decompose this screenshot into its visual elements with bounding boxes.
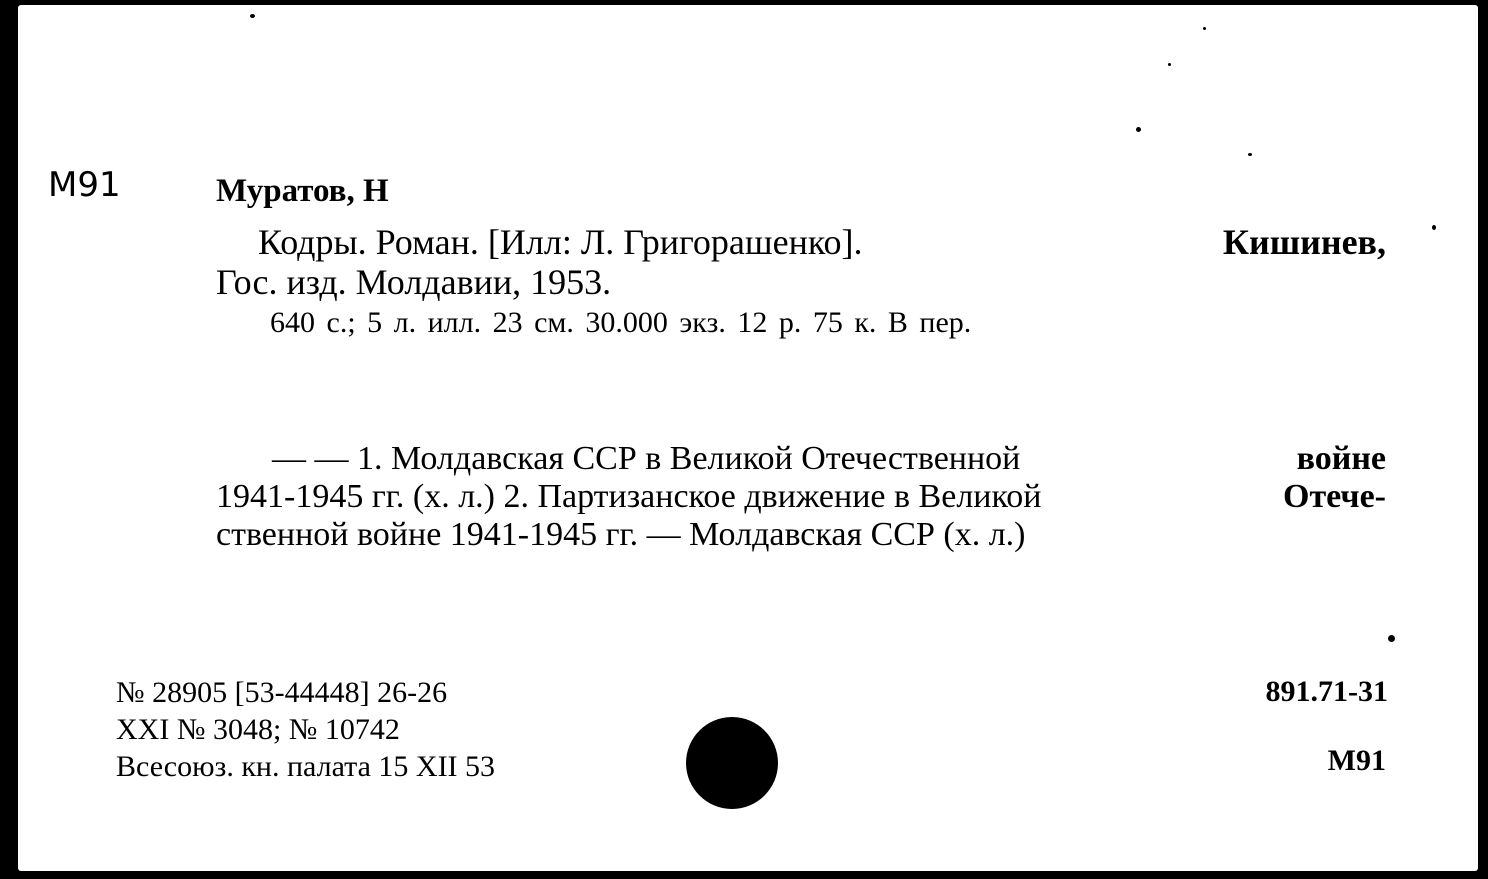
- author-heading: Муратов, Н: [216, 173, 389, 209]
- title-text: Кодры. Роман. [Илл: Л. Григорашенко].: [258, 222, 863, 262]
- subject-text-2-end: Отече-: [1283, 478, 1386, 515]
- registry-line-3: Всесоюз. кн. палата 15 XII 53: [116, 750, 496, 783]
- subject-text-2: 1941-1945 гг. (х. л.) 2. Партизанское движение в Великой: [216, 478, 1042, 515]
- punch-hole: [686, 717, 778, 809]
- subject-line-3: ственной войне 1941-1945 гг. — Молдавская ССР (х. л.): [216, 516, 1026, 553]
- registry-line-1: № 28905 [53-44448] 26-26: [116, 676, 448, 709]
- subject-text-1-end: войне: [1296, 440, 1386, 477]
- publisher-line: Гос. изд. Молдавии, 1953.: [216, 262, 612, 302]
- speck: [1432, 225, 1436, 230]
- speck: [1136, 127, 1141, 132]
- title-line-1: [258, 224, 1386, 260]
- speck: [250, 14, 255, 18]
- subject-line-1: [272, 442, 1386, 476]
- registry-line-2: XXI № 3048; № 10742: [116, 713, 400, 746]
- catalog-card: [18, 5, 1478, 871]
- speck: [1168, 63, 1171, 66]
- physical-description: 640 с.; 5 л. илл. 23 см. 30.000 экз. 12 р. 75 к. В пер.: [270, 306, 972, 339]
- classification-code: 891.71-31: [1265, 675, 1388, 708]
- subject-line-2: [216, 480, 1386, 514]
- handwritten-shelf-mark: M91: [48, 165, 121, 205]
- subject-text-1: — — 1. Молдавская ССР в Великой Отечественной: [272, 440, 1021, 477]
- speck: [1203, 27, 1206, 30]
- publication-place: Кишинев,: [1222, 222, 1386, 262]
- speck: [1248, 153, 1252, 156]
- call-mark: M91: [1327, 744, 1386, 777]
- speck: [1388, 635, 1395, 642]
